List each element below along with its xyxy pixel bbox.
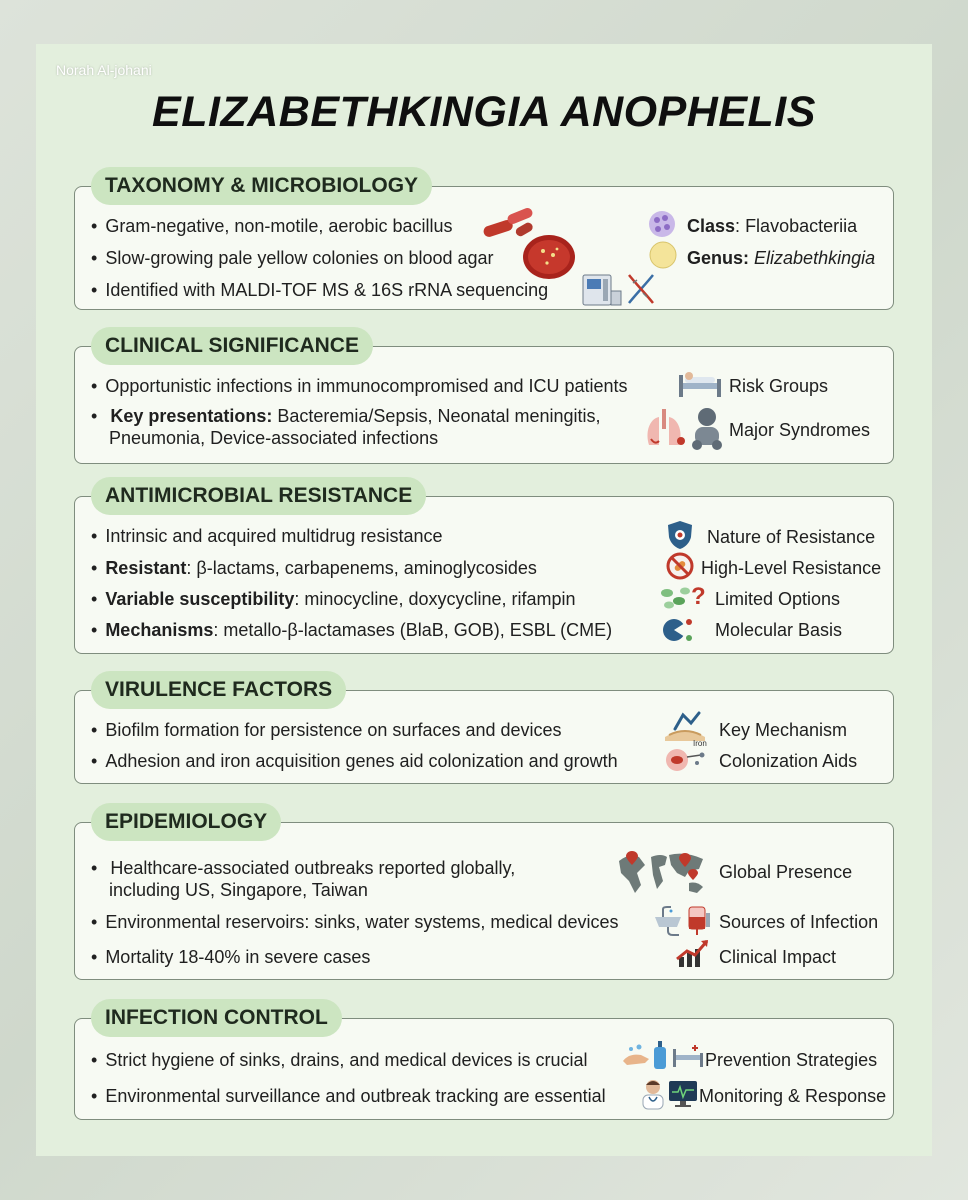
monitoring-response-label: Monitoring & Response	[699, 1086, 887, 1106]
world-map-icon	[615, 847, 709, 899]
infant-icon	[687, 405, 727, 451]
medical-bed-icon	[671, 1043, 705, 1069]
molecule-icon	[661, 613, 695, 647]
iron-label: Iron	[693, 739, 707, 748]
lungs-icon	[641, 405, 687, 451]
bullet-item: • Intrinsic and acquired multidrug resistance	[91, 525, 442, 547]
major-syndromes-label: Major Syndromes	[729, 420, 871, 440]
bullet-item: • Biofilm formation for persistence on surfaces and devices	[91, 719, 562, 741]
bullet-item: • Environmental reservoirs: sinks, water systems, medical devices	[91, 911, 618, 933]
bullet-item: • Strict hygiene of sinks, drains, and medical devices is crucial	[91, 1049, 588, 1071]
section-taxonomy	[74, 174, 894, 310]
doctor-icon	[639, 1077, 667, 1111]
dna-icon	[623, 271, 659, 307]
section-heading: ANTIMICROBIAL RESISTANCE	[91, 477, 426, 515]
flavobacteria-cluster-icon	[647, 209, 677, 239]
question-mark-icon: ?	[691, 583, 706, 610]
section-heading: INFECTION CONTROL	[91, 999, 342, 1037]
section-heading: VIRULENCE FACTORS	[91, 671, 346, 709]
bullet-item: • Adhesion and iron acquisition genes aid colonization and growth	[91, 750, 618, 772]
bullet-item: • Variable susceptibility: minocycline, doxycycline, rifampin	[91, 588, 576, 610]
bullet-item: • Mechanisms: metallo-β-lactamases (BlaB, GOB), ESBL (CME)	[91, 619, 612, 641]
trend-chart-icon	[675, 937, 711, 969]
shield-icon	[665, 519, 695, 551]
monitor-icon	[667, 1079, 699, 1109]
author-watermark: Norah Al-johani	[56, 62, 152, 78]
bullet-item: • Identified with MALDI-TOF MS & 16S rRNA sequencing	[91, 279, 548, 301]
biofilm-icon	[663, 709, 707, 743]
bullet-item: • Key presentations: Bacteremia/Sepsis, Neonatal meningitis, Pneumonia, Device-associated infections	[91, 405, 601, 449]
high-level-resistance-label: High-Level Resistance	[701, 558, 882, 578]
section-clinical	[74, 334, 894, 464]
section-heading: TAXONOMY & MICROBIOLOGY	[91, 167, 432, 205]
handwash-icon	[619, 1041, 653, 1071]
class-text: Class: Flavobacteriia	[687, 216, 858, 236]
prevention-strategies-label: Prevention Strategies	[705, 1050, 878, 1070]
soap-bottle-icon	[651, 1039, 669, 1071]
maldi-tof-instrument-icon	[581, 271, 623, 309]
risk-groups-label: Risk Groups	[729, 376, 829, 396]
hospital-bed-icon	[675, 367, 725, 401]
pills-icon	[659, 583, 693, 613]
section-resistance	[74, 484, 894, 654]
bullet-item: • Mortality 18-40% in severe cases	[91, 946, 370, 968]
petri-dish-icon	[521, 233, 577, 281]
sink-icon	[651, 905, 685, 937]
infographic-poster	[36, 44, 932, 1156]
bullet-item: • Slow-growing pale yellow colonies on blood agar	[91, 247, 494, 269]
section-epidemiology	[74, 810, 894, 980]
section-heading: EPIDEMIOLOGY	[91, 803, 281, 841]
bullet-item: • Opportunistic infections in immunocompromised and ICU patients	[91, 375, 628, 397]
nature-of-resistance-label: Nature of Resistance	[707, 527, 876, 547]
iv-bag-icon	[683, 903, 713, 937]
section-heading: CLINICAL SIGNIFICANCE	[91, 327, 373, 365]
molecular-basis-label: Molecular Basis	[715, 620, 843, 640]
bullet-item: • Resistant: β-lactams, carbapenems, aminoglycosides	[91, 557, 537, 579]
bullet-item: • Healthcare-associated outbreaks reported globally, including US, Singapore, Taiwan	[91, 857, 515, 901]
limited-options-label: Limited Options	[715, 589, 841, 609]
sources-of-infection-label: Sources of Infection	[719, 912, 879, 932]
section-infection-control	[74, 1006, 894, 1120]
section-virulence	[74, 678, 894, 784]
bullet-item: • Environmental surveillance and outbreak tracking are essential	[91, 1085, 606, 1107]
page-title: ELIZABETHKINGIA ANOPHELIS	[152, 88, 816, 136]
key-mechanism-label: Key Mechanism	[719, 720, 848, 740]
yellow-colony-icon	[649, 241, 677, 269]
colonization-aids-label: Colonization Aids	[719, 751, 858, 771]
prohibited-icon	[665, 551, 695, 581]
genus-text: Genus: Elizabethkingia	[687, 248, 876, 268]
global-presence-label: Global Presence	[719, 862, 853, 882]
bullet-item: • Gram-negative, non-motile, aerobic bacillus	[91, 215, 452, 237]
clinical-impact-label: Clinical Impact	[719, 947, 837, 967]
